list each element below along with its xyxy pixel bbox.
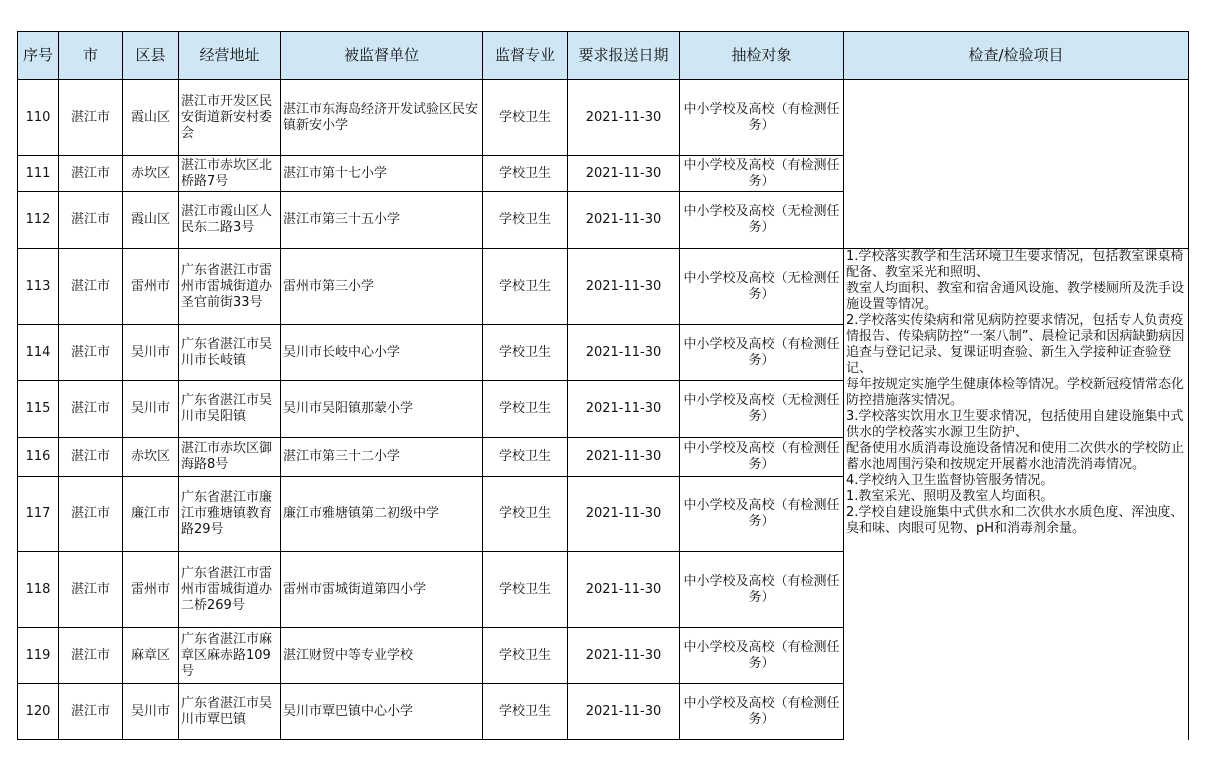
cell-major: 学校卫生 [483,477,568,552]
cell-unit: 湛江市东海岛经济开发试验区民安镇新安小学 [281,80,483,156]
inspection-item: 2.学校落实传染病和常见病防控要求情况，包括专人负责疫情报告、传染病防控“一案八制”、晨检记录和因病缺勤病因追查与登记记录、复课证明查验、新生入学接种证查验登记、 [846,313,1185,376]
header-address: 经营地址 [179,32,281,80]
cell-city: 湛江市 [59,628,123,684]
cell-district: 雷州市 [123,249,179,325]
cell-unit: 湛江市第十七小学 [281,156,483,192]
cell-date: 2021-11-30 [568,477,680,552]
header-object: 抽检对象 [680,32,844,80]
cell-index: 119 [18,628,59,684]
cell-unit: 吴川市长岐中心小学 [281,325,483,381]
header-district: 区县 [123,32,179,80]
cell-object: 中小学校及高校（无检测任务） [680,381,844,438]
cell-address: 广东省湛江市麻章区麻赤路109号 [179,628,281,684]
cell-major: 学校卫生 [483,156,568,192]
cell-index: 118 [18,552,59,628]
cell-date: 2021-11-30 [568,438,680,477]
cell-object: 中小学校及高校（有检测任务） [680,477,844,552]
cell-city: 湛江市 [59,438,123,477]
header-date: 要求报送日期 [568,32,680,80]
cell-major: 学校卫生 [483,438,568,477]
table-row [18,80,1189,156]
cell-address: 广东省湛江市雷州市雷城街道办二桥269号 [179,552,281,628]
cell-major: 学校卫生 [483,552,568,628]
header-unit: 被监督单位 [281,32,483,80]
inspection-item: 配备使用水质消毒设施设备情况和使用二次供水的学校防止蓄水池周围污染和按规定开展蓄水池清洗消毒情况。 [846,441,1185,472]
header-row [18,32,1189,80]
header-major: 监督专业 [483,32,568,80]
cell-major: 学校卫生 [483,684,568,740]
cell-object: 中小学校及高校（无检测任务） [680,249,844,325]
cell-city: 湛江市 [59,192,123,249]
cell-date: 2021-11-30 [568,381,680,438]
cell-address: 湛江市开发区民安街道新安村委会 [179,80,281,156]
cell-district: 麻章区 [123,628,179,684]
cell-city: 湛江市 [59,477,123,552]
cell-address: 湛江市霞山区人民东二路3号 [179,192,281,249]
inspection-item: 每年按规定实施学生健康体检等情况。学校新冠疫情常态化防控措施落实情况。 [846,377,1185,408]
cell-district: 雷州市 [123,552,179,628]
cell-major: 学校卫生 [483,381,568,438]
cell-city: 湛江市 [59,325,123,381]
cell-city: 湛江市 [59,381,123,438]
cell-unit: 吴川市吴阳镇那蒙小学 [281,381,483,438]
cell-city: 湛江市 [59,249,123,325]
cell-address: 广东省湛江市廉江市雅塘镇教育路29号 [179,477,281,552]
inspection-item: 4.学校纳入卫生监督协管服务情况。 [846,473,1054,488]
cell-city: 湛江市 [59,80,123,156]
cell-date: 2021-11-30 [568,684,680,740]
supervision-table [17,31,1189,740]
cell-address: 广东省湛江市吴川市长岐镇 [179,325,281,381]
header-index: 序号 [18,32,59,80]
cell-index: 115 [18,381,59,438]
cell-address: 广东省湛江市雷州市雷城街道办圣官前街33号 [179,249,281,325]
cell-district: 赤坎区 [123,156,179,192]
table-row [18,249,1189,325]
cell-index: 112 [18,192,59,249]
header-items: 检查/检验项目 [844,32,1189,80]
cell-district: 吴川市 [123,381,179,438]
cell-date: 2021-11-30 [568,325,680,381]
cell-unit: 廉江市雅塘镇第二初级中学 [281,477,483,552]
cell-date: 2021-11-30 [568,628,680,684]
cell-major: 学校卫生 [483,628,568,684]
cell-address: 广东省湛江市吴川市覃巴镇 [179,684,281,740]
cell-date: 2021-11-30 [568,192,680,249]
cell-object: 中小学校及高校（无检测任务） [680,192,844,249]
cell-index: 120 [18,684,59,740]
cell-object: 中小学校及高校（有检测任务） [680,156,844,192]
cell-object: 中小学校及高校（有检测任务） [680,80,844,156]
cell-object: 中小学校及高校（有检测任务） [680,438,844,477]
cell-date: 2021-11-30 [568,80,680,156]
cell-index: 113 [18,249,59,325]
cell-city: 湛江市 [59,552,123,628]
cell-major: 学校卫生 [483,192,568,249]
cell-date: 2021-11-30 [568,552,680,628]
cell-city: 湛江市 [59,684,123,740]
cell-object: 中小学校及高校（有检测任务） [680,684,844,740]
cell-address: 湛江市赤坎区北桥路7号 [179,156,281,192]
cell-address: 广东省湛江市吴川市吴阳镇 [179,381,281,438]
cell-major: 学校卫生 [483,80,568,156]
cell-object: 中小学校及高校（有检测任务） [680,325,844,381]
cell-city: 湛江市 [59,156,123,192]
inspection-item: 教室人均面积、教室和宿舍通风设施、教学楼厕所及洗手设施设置等情况。 [846,281,1185,312]
cell-district: 吴川市 [123,684,179,740]
cell-unit: 雷州市第三小学 [281,249,483,325]
cell-date: 2021-11-30 [568,156,680,192]
cell-index: 110 [18,80,59,156]
inspection-item: 1.教室采光、照明及教室人均面积。 [846,489,1054,504]
cell-district: 吴川市 [123,325,179,381]
cell-index: 116 [18,438,59,477]
cell-district: 霞山区 [123,192,179,249]
cell-object: 中小学校及高校（有检测任务） [680,552,844,628]
cell-index: 117 [18,477,59,552]
inspection-items [844,249,1189,740]
cell-unit: 雷州市雷城街道第四小学 [281,552,483,628]
cell-major: 学校卫生 [483,249,568,325]
cell-unit: 湛江财贸中等专业学校 [281,628,483,684]
cell-unit: 吴川市覃巴镇中心小学 [281,684,483,740]
cell-date: 2021-11-30 [568,249,680,325]
inspection-item: 2.学校自建设施集中式供水和二次供水水质色度、浑浊度、臭和味、肉眼可见物、pH和消毒剂余量。 [846,505,1184,536]
cell-district: 廉江市 [123,477,179,552]
cell-address: 湛江市赤坎区御海路8号 [179,438,281,477]
cell-unit: 湛江市第三十二小学 [281,438,483,477]
header-city: 市 [59,32,123,80]
cell-object: 中小学校及高校（有检测任务） [680,628,844,684]
cell-unit: 湛江市第三十五小学 [281,192,483,249]
inspection-item: 1.学校落实教学和生活环境卫生要求情况，包括教室课桌椅配备、教室采光和照明、 [846,249,1184,280]
cell-major: 学校卫生 [483,325,568,381]
inspection-item: 3.学校落实饮用水卫生要求情况，包括使用自建设施集中式供水的学校落实水源卫生防护、 [846,409,1184,440]
cell-district: 赤坎区 [123,438,179,477]
cell-district: 霞山区 [123,80,179,156]
cell-index: 111 [18,156,59,192]
items-blank-cell [844,80,1189,249]
cell-index: 114 [18,325,59,381]
